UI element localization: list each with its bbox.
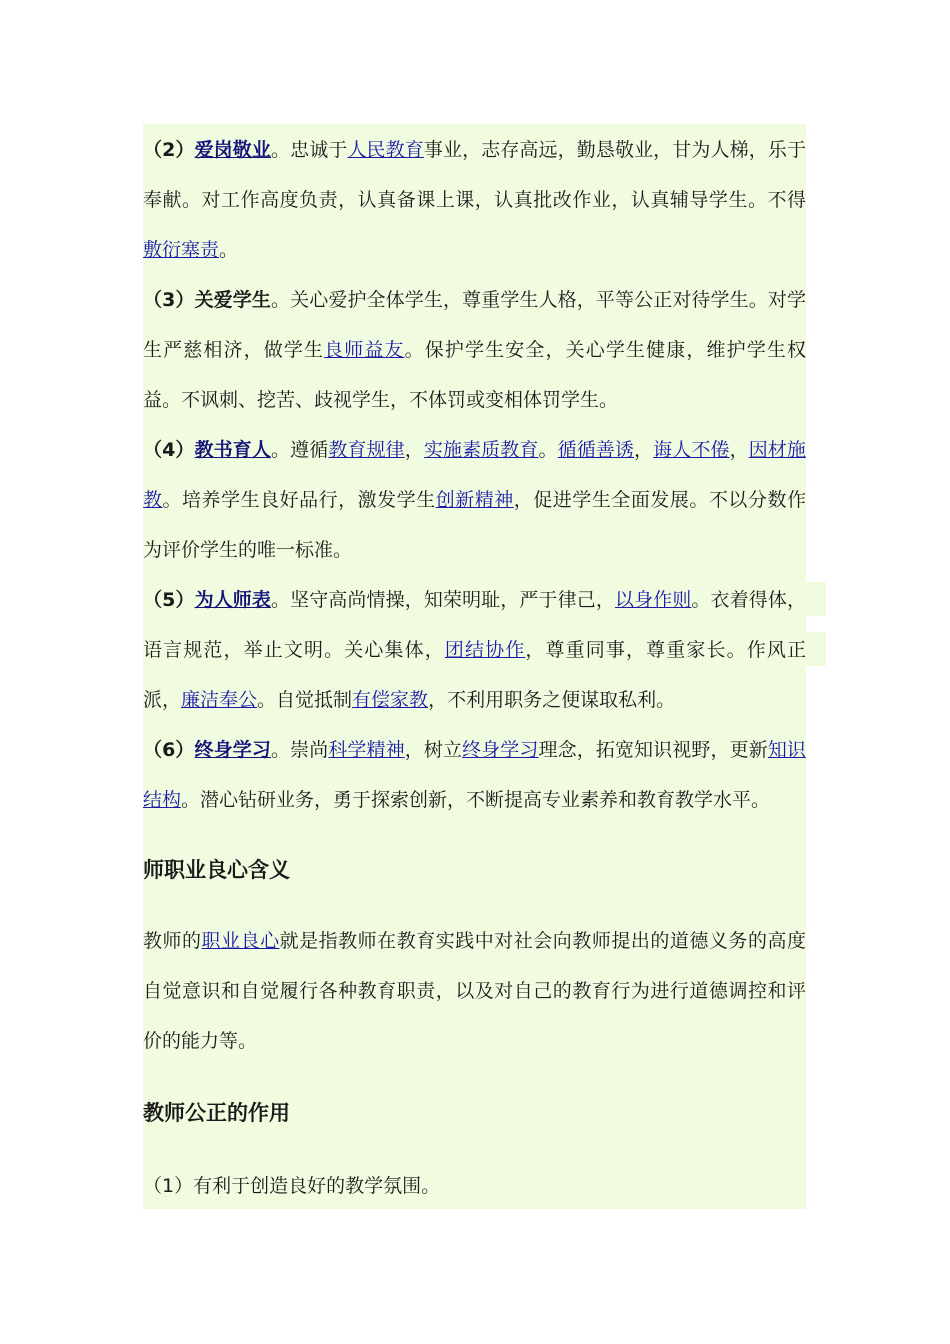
section-heading-justice: 教师公正的作用 (143, 1101, 290, 1125)
link-paid-tutoring[interactable]: 有偿家教 (352, 689, 429, 711)
link-scientific-spirit[interactable]: 科学精神 (328, 739, 405, 761)
link-quality-education[interactable]: 实施素质教育 (423, 439, 539, 461)
link-patient-guidance[interactable]: 循循善诱 (557, 439, 635, 461)
paragraph-care-students: （3）关爱学生。关心爱护全体学生，尊重学生人格，平等公正对待学生。对学生严慈相济，做学生良师益友。保护学生安全，关心学生健康，维护学生权益。不讽刺、挖苦、歧视学生，不体罚或变相体罚学生。 (143, 289, 806, 411)
link-role-model[interactable]: 为人师表 (194, 589, 271, 611)
item-number: （6） (143, 739, 195, 761)
item-number: （5） (143, 589, 195, 611)
paragraph-teach-educate: （4）教书育人。遵循教育规律，实施素质教育。循循善诱，诲人不倦，因材施教。培养学生良好品行，激发学生创新精神，促进学生全面发展。不以分数作为评价学生的唯一标准。 (143, 439, 806, 561)
paragraph-conscience-definition: 教师的职业良心就是指教师在教育实践中对社会向教师提出的道德义务的高度自觉意识和自觉履行各种教育职责，以及对自己的教育行为进行道德调控和评价的能力等。 (143, 930, 806, 1052)
link-people-education[interactable]: 人民教育 (347, 139, 424, 161)
link-lifelong-learning-title[interactable]: 终身学习 (194, 739, 271, 761)
link-education-law[interactable]: 教育规律 (328, 439, 405, 461)
link-teach-educate[interactable]: 教书育人 (194, 439, 271, 461)
link-teamwork[interactable]: 团结协作 (444, 639, 526, 661)
highlight-overflow (806, 632, 826, 666)
paragraph-lifelong-learning: （6）终身学习。崇尚科学精神，树立终身学习理念，拓宽知识视野，更新知识结构。潜心钻研业务，勇于探索创新，不断提高专业素养和教育教学水平。 (143, 739, 806, 811)
paragraph-love-job: （2）爱岗敬业。忠诚于人民教育事业，志存高远，勤恳敬业，甘为人梯，乐于奉献。对工作高度负责，认真备课上课，认真批改作业，认真辅导学生。不得敷衍塞责。 (143, 139, 806, 261)
item-number: （4） (143, 439, 195, 461)
link-knowledge-structure[interactable]: 知识结构 (143, 739, 806, 811)
link-integrity[interactable]: 廉洁奉公 (181, 689, 258, 711)
item-title: 关爱学生 (194, 289, 272, 311)
link-professional-conscience[interactable]: 职业良心 (201, 930, 280, 952)
link-individualized-teaching[interactable]: 因材施教 (143, 439, 806, 511)
section-heading-conscience: 师职业良心含义 (143, 858, 290, 882)
highlight-overflow (806, 582, 826, 616)
link-perfunctory[interactable]: 敷衍塞责 (143, 239, 220, 261)
document-content (143, 124, 806, 1209)
link-good-teacher-friend[interactable]: 良师益友 (324, 339, 405, 361)
link-lifelong-learning[interactable]: 终身学习 (462, 739, 539, 761)
item-number: （3） (143, 289, 195, 311)
link-love-job[interactable]: 爱岗敬业 (194, 139, 271, 161)
item-number: （2） (143, 139, 195, 161)
paragraph-role-model: （5）为人师表。坚守高尚情操，知荣明耻，严于律己，以身作则。衣着得体，语言规范，举止文明。关心集体，团结协作，尊重同事，尊重家长。作风正派，廉洁奉公。自觉抵制有偿家教，不利用职务之便谋取私利。 (143, 589, 806, 711)
list-item-justice-1: （1）有利于创造良好的教学氛围。 (143, 1175, 441, 1197)
link-lead-by-example[interactable]: 以身作则 (614, 589, 692, 611)
link-innovative-spirit[interactable]: 创新精神 (435, 489, 514, 511)
link-tireless-teaching[interactable]: 诲人不倦 (653, 439, 730, 461)
